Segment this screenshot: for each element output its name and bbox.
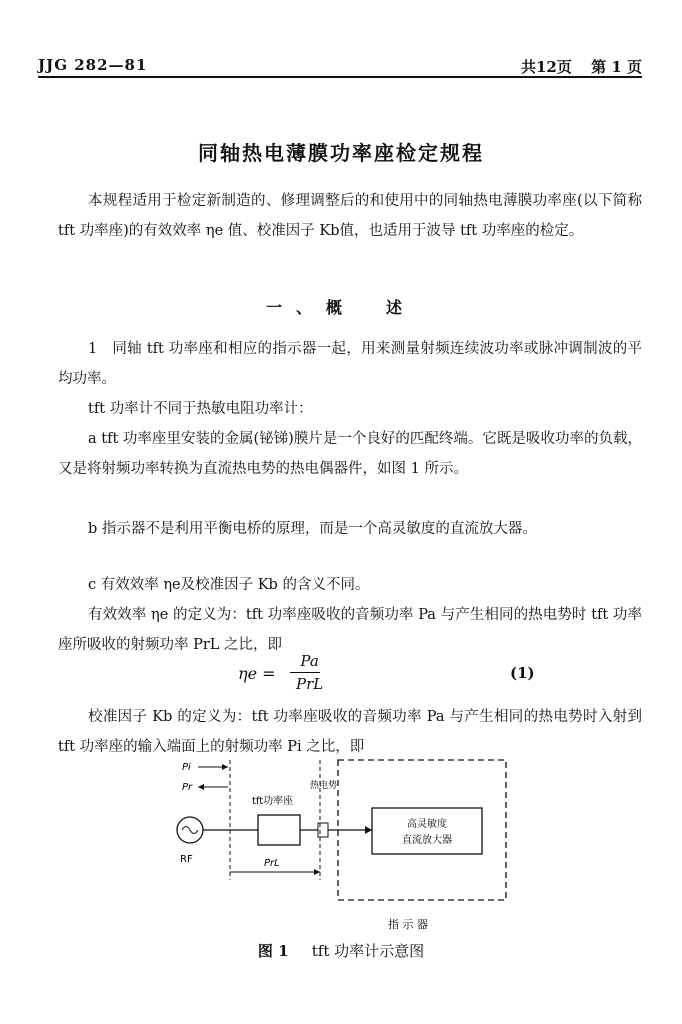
- def-kb: 校准因子 Kb 的定义为：tft 功率座吸收的音频功率 Pa 与产生相同的热电势时入射到 tft 功率座的输入端面上的射频功率 Pi 之比，即: [58, 709, 642, 755]
- formula-denominator: PrL: [296, 675, 324, 693]
- caption-number: 图 1: [257, 942, 289, 960]
- figure-diagram: [160, 740, 520, 940]
- label-rf: RF: [180, 854, 193, 865]
- item-c: c 有效效率 ηe及校准因子 Kb 的含义不同。: [88, 577, 370, 593]
- formula-1: [0, 652, 682, 696]
- figure-caption: [0, 940, 682, 961]
- caption-text: tft 功率计示意图: [311, 942, 425, 960]
- sensor-block: [258, 815, 300, 845]
- para-1: 1 同轴 tft 功率座和相应的指示器一起，用来测量射频连续波功率或脉冲调制波的平均功率。: [58, 341, 642, 387]
- label-pi: Pi: [182, 762, 191, 773]
- section-heading: 一、概 述: [265, 298, 416, 317]
- def-eta: 有效效率 ηe 的定义为：tft 功率座吸收的音频功率 Pa 与产生相同的热电势时 tft 功率座所吸收的射频功率 PrL 之比，即: [58, 607, 642, 653]
- formula-fraction: [290, 652, 329, 693]
- sine-wave-icon: [182, 827, 198, 834]
- total-pages: 共12页: [521, 58, 572, 76]
- item-a: a tft 功率座里安装的金属(铋锑)膜片是一个良好的匹配终端。它既是吸收功率的负载，又是将射频功率转换为直流热电势的热电偶器件，如图 1 所示。: [58, 431, 642, 477]
- formula-numerator: Pa: [300, 652, 319, 670]
- arrow-prl-head: [314, 869, 320, 875]
- fraction-bar: [290, 672, 320, 673]
- page-info: [507, 56, 642, 77]
- intro-paragraph: 本规程适用于检定新制造的、修理调整后的和使用中的同轴热电薄膜功率座(以下简称 tft 功率座)的有效效率 ηe 值、校准因子 Kb值，也适用于波导 tft 功率座的检定。: [58, 193, 642, 239]
- label-indicator: 指 示 器: [388, 918, 428, 931]
- amplifier-block: [372, 808, 482, 854]
- label-pr: Pr: [182, 782, 193, 793]
- label-sensor: tft功率座: [252, 796, 294, 807]
- label-prl: PrL: [264, 858, 280, 869]
- arrow-pr-head: [198, 784, 204, 790]
- formula-lhs: ηe =: [238, 664, 276, 683]
- label-thermo: 热电势: [310, 781, 338, 791]
- header-rule: [38, 76, 642, 78]
- equation-number: (1): [510, 664, 535, 682]
- document-title: 同轴热电薄膜功率座检定规程: [198, 141, 484, 165]
- amp-label-2: 直流放大器: [402, 835, 452, 846]
- para-2: tft 功率计不同于热敏电阻功率计：: [88, 401, 313, 417]
- amp-input-arrow: [365, 826, 372, 834]
- item-b: b 指示器不是利用平衡电桥的原理，而是一个高灵敏度的直流放大器。: [88, 521, 537, 537]
- arrow-pi-head: [222, 764, 228, 770]
- page-header: [38, 40, 642, 76]
- amp-label-1: 高灵敏度: [407, 819, 447, 830]
- doc-code: JJG 282—81: [38, 56, 148, 74]
- page-number: 第 1 页: [591, 58, 642, 76]
